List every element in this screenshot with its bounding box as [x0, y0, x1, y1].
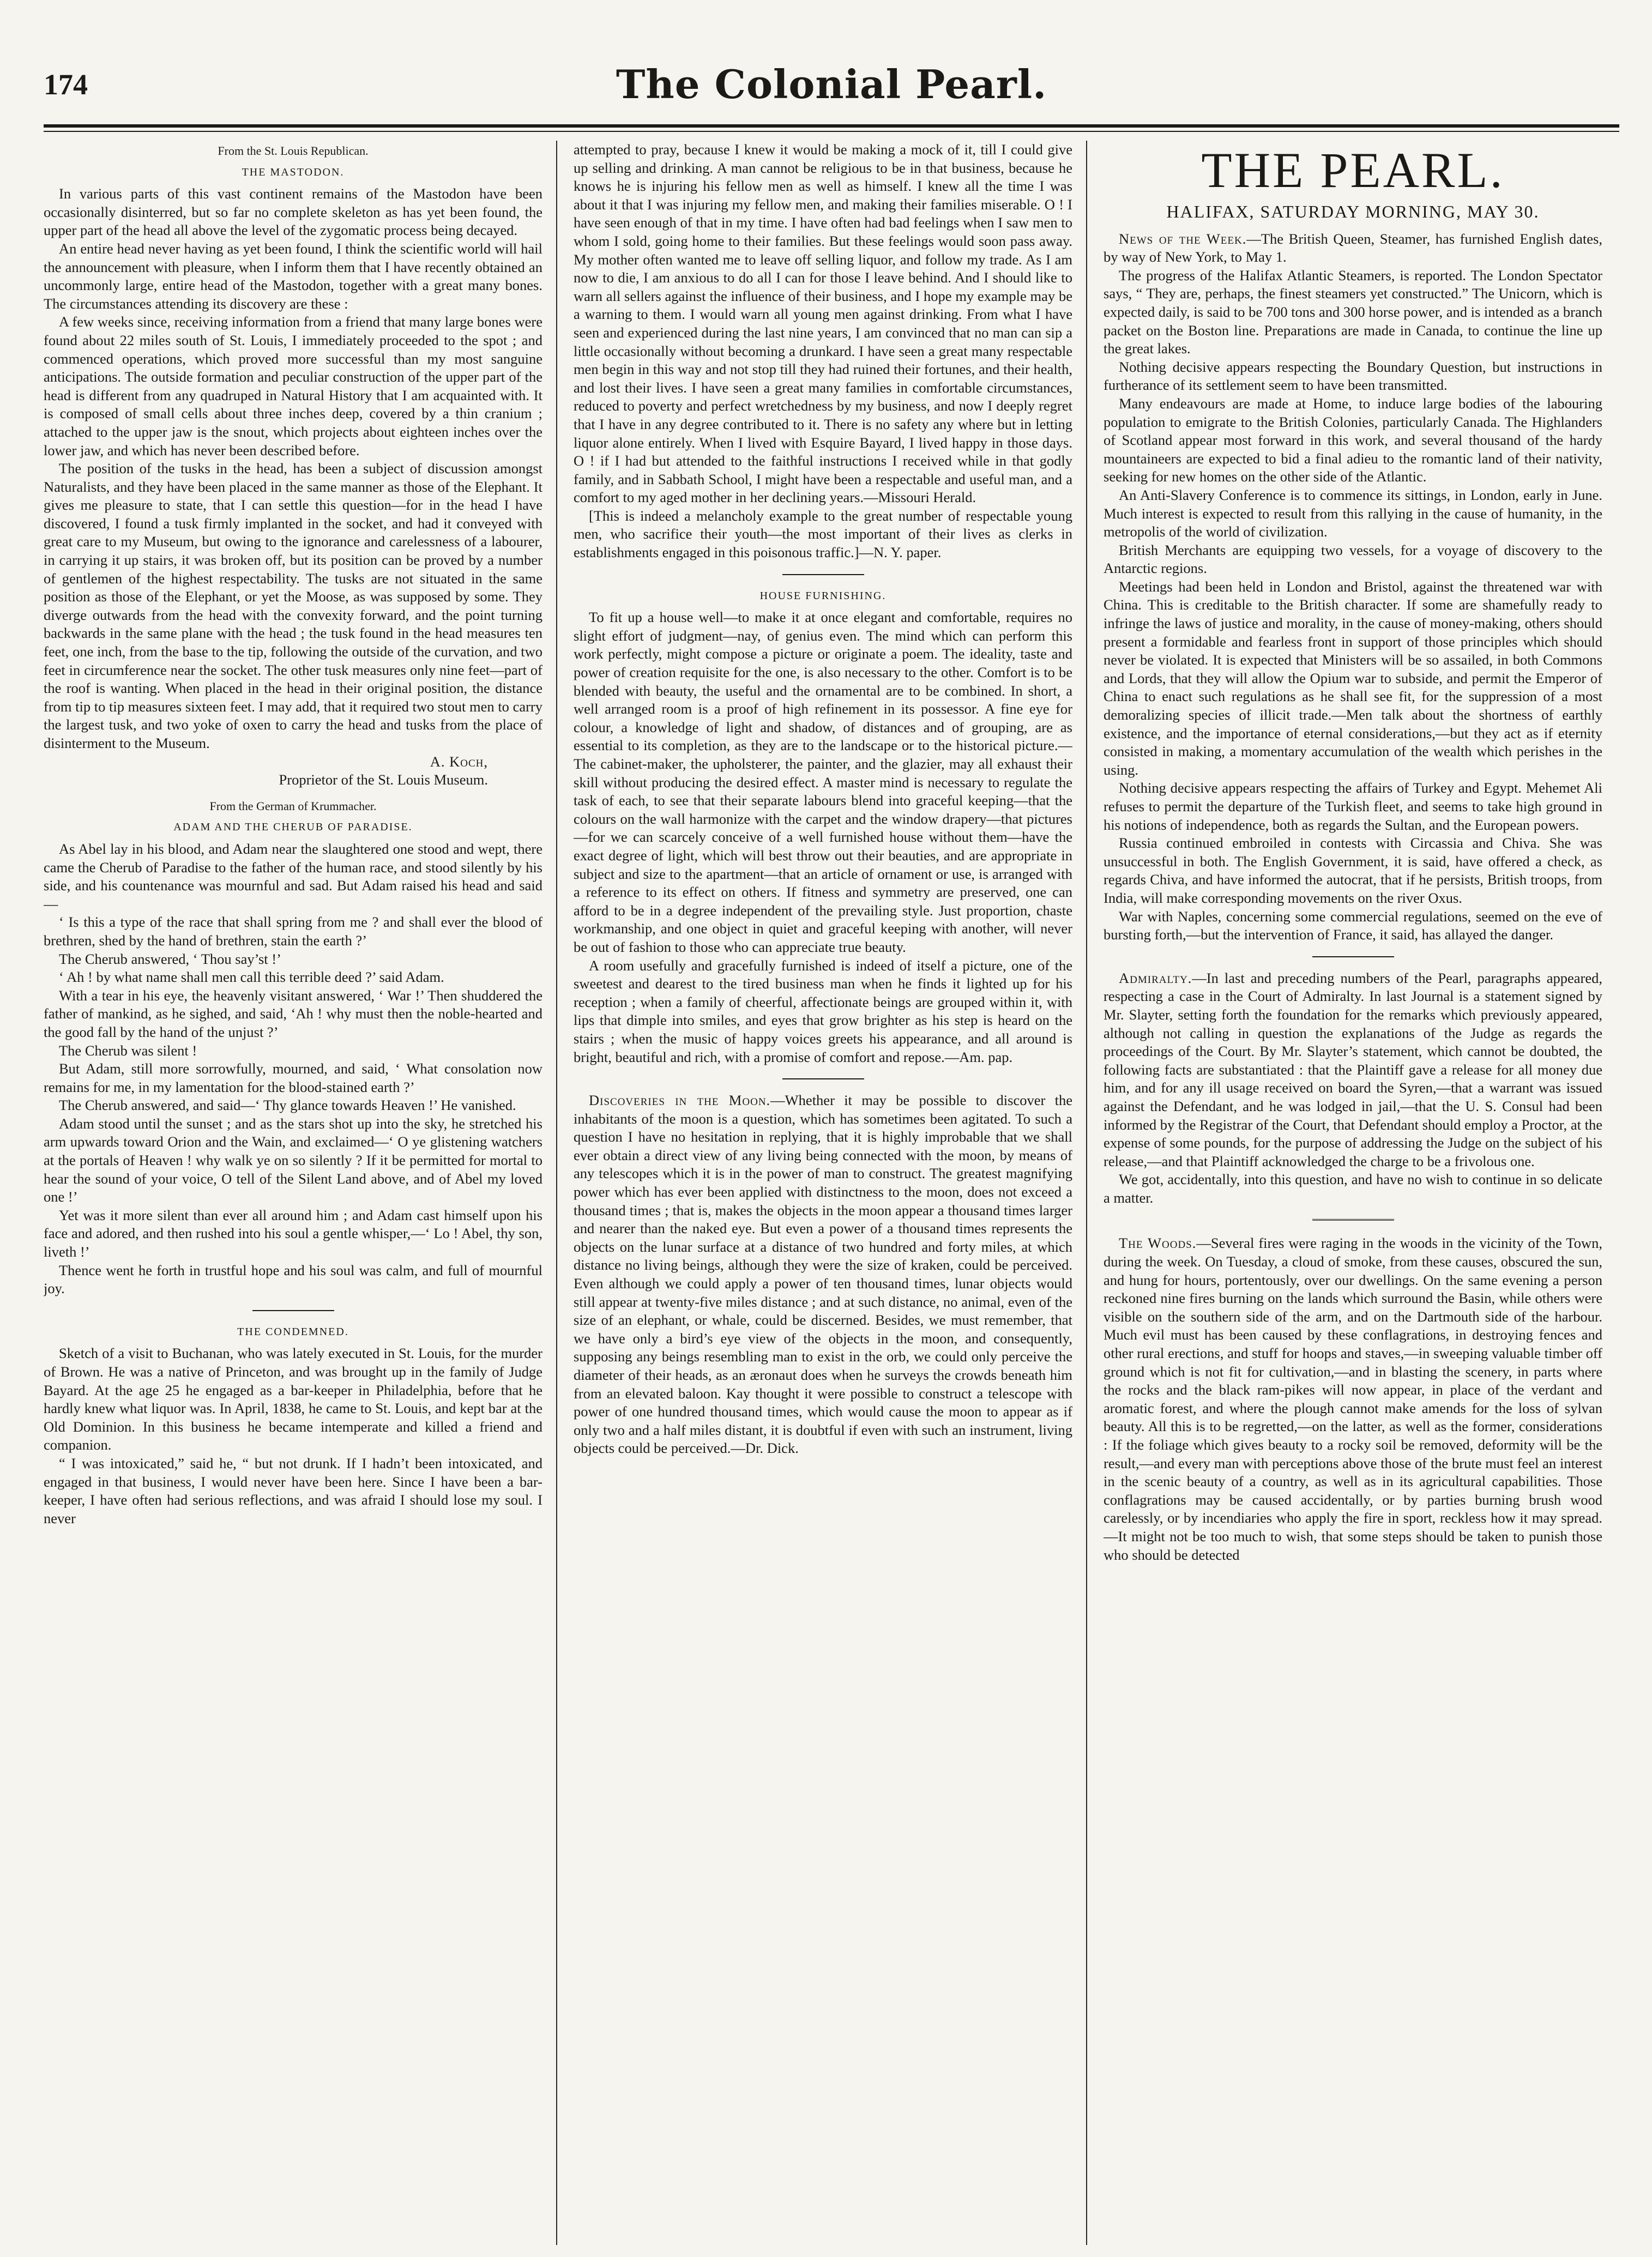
- paragraph: Admiralty.—In last and preceding numbers of the Pearl, paragraphs appeared, respecting a case in the Court of Admiralty. In last Journal is a statement signed by Mr. Slayter, setting forth the foundation for the remarks which previously appeared, although not calling in question the explanations of the Judge as regards the proceedings of the Court. By Mr. Slayter’s statement, which cannot be doubted, the following facts are substantiated : that the Plaintiff gave a release for all money due him, and for any ill usage received on board the Syren,—that a warrant was issued against the Defendant, and he was lodged in jail,—that the U. S. Consul had been informed by the Registrar of the Court, that Defendant should employ a Proctor, at the expense of some pounds, for the purpose of addressing the Judge on the subject of his release,—and that Plaintiff acknowledged the charge to be a frivolous one.: [1104, 969, 1602, 1169]
- paragraph: ‘ Is this a type of the race that shall spring from me ? and shall ever the blood of brethren, shed by the hand of brethren, stain the earth ?’: [44, 914, 542, 949]
- paragraph: The Cherub answered, ‘ Thou say’st !’: [59, 950, 281, 967]
- column-1: [44, 141, 542, 2245]
- paragraph: The position of the tusks in the head, has been a subject of discussion amongst Naturalists, and they have been placed in the same manner as those of the Elephant. It gives me pleasure to state, that I can settle this question—for in the head I have discovered, I found a tusk firmly implanted in the socket, and had it conveyed with great care to my Museum, but owing to the ignorance and carelessness of a labourer, in carrying it up stairs, it was broken off, but its position can be proved by a number of gentlemen of the highest respectability. The tusks are not situated in the same position as those of the Elephant, or yet the Moose, as was supposed by some. They diverge outwards from the head with the convexity forward, and the point turning backwards in the same plane with the head ; the tusk found in the head measures ten feet, one inch, from the base to the tip, following the outside of the curvation, and two feet in circumference near the socket. The other tusk measures only nine feet—part of the roof is wanting. When placed in the head in their original position, the distance from tip to tip measures sixteen feet. I may add, that it required two stout men to carry the largest tusk, and two yoke of oxen to carry the head and tusks from the place of disinterment to the Museum.: [44, 460, 542, 751]
- article-heading: THE MASTODON.: [242, 166, 345, 178]
- paragraph-lead: The Woods.: [1119, 1235, 1197, 1252]
- signature-name: A. Koch,: [430, 753, 488, 770]
- paragraph-lead: Discoveries in the Moon.: [589, 1092, 771, 1109]
- article-source: From the St. Louis Republican.: [218, 144, 369, 158]
- newspaper-title: The Colonial Pearl.: [616, 61, 1047, 107]
- paragraph: Sketch of a visit to Buchanan, who was lately executed in St. Louis, for the murder of Brown. He was a native of Princeton, and was brought up in the family of Judge Bayard. At the age 25 he engaged as a bar-keeper in Philadelphia, before that he hardly knew what liquor was. In April, 1838, he came to St. Louis, and kept bar at the Old Dominion. In this business he became intemperate and killed a friend and companion.: [44, 1345, 542, 1453]
- paragraph: But Adam, still more sorrowfully, mourned, and said, ‘ What consolation now remains for me, in my lamentation for the blood-stained earth ?’: [44, 1060, 542, 1095]
- paragraph-lead: Admiralty.: [1119, 969, 1192, 986]
- paragraph: “ I was intoxicated,” said he, “ but not drunk. If I hadn’t been intoxicated, and engaged in that business, I would never have been here. Since I have been a bar-keeper, I have often had serious reflections, and was afraid I should lose my soul. I never: [44, 1455, 542, 1526]
- paragraph: We got, accidentally, into this question, and have no wish to continue in so delicate a matter.: [1104, 1171, 1602, 1206]
- paragraph: An Anti-Slavery Conference is to commence its sittings, in London, early in June. Much interest is expected to result from this rallying in the cause of humanity, in the metropolis of the world of civilization.: [1104, 486, 1602, 540]
- signature-title: Proprietor of the St. Louis Museum.: [279, 771, 488, 788]
- paragraph: The Cherub answered, and said—‘ Thy glance towards Heaven !’ He vanished.: [59, 1097, 516, 1114]
- paragraph: The progress of the Halifax Atlantic Steamers, is reported. The London Spectator says, “ They are, perhaps, the finest steamers yet constructed.” The Unicorn, which is expected daily, is said to be 700 tons and 300 horse power, and is intended as a branch packet on the Boston line. Preparations are made in Canada, to continue the line up the great lakes.: [1104, 267, 1602, 357]
- paragraph: A room usefully and gracefully furnished is indeed of itself a picture, one of the sweetest and dearest to the tired business man when he finds it lighted up for his reception ; when a family of cheerful, affectionate beings are grouped within it, with lips that dimple into smiles, and eyes that grow brighter as his step is heard on the stairs ; when the music of happy voices greets his appearance, and all around is bright, beautiful and rich, with a promise of comfort and repose.—Am. pap.: [574, 957, 1072, 1065]
- page-number: 174: [44, 68, 88, 101]
- paragraph: News of the Week.—The British Queen, Steamer, has furnished English dates, by way of New York, to May 1.: [1104, 230, 1602, 265]
- paragraph: Many endeavours are made at Home, to induce large bodies of the labouring population to emigrate to the British Colonies, particularly Canada. The Highlanders of Scotland appear most forward in this work, and several thousand of the hardy mountaineers are expected to bid a final adieu to the romantic land of their nativity, seeking for new homes on the other side of the Atlantic.: [1104, 395, 1602, 485]
- paragraph: Discoveries in the Moon.—Whether it may be possible to discover the inhabitants of the moon is a question, which has sometimes been agitated. To such a question I have no hesitation in replying, that it is highly improbable that we shall ever obtain a direct view of any living being connected with the moon, by means of any telescopes which it is in the power of man to construct. The greatest magnifying power which has ever been applied with distinctness to the moon, does not exceed a thousand times ; that is, makes the objects in the moon appear a thousand times larger and nearer than the naked eye. But even a power of a thousand times represents the objects on the lunar surface at a distance of two hundred and forty miles, at which distance no living beings, although they were the size of kraken, could be perceived. Even although we could apply a power of ten thousand times, lunar objects would still appear at twenty-five miles distance ; and at such distance, no animal, even of the size of an elephant, or whale, could be discerned. Besides, we must remember, that we have only a bird’s eye view of the objects in the moon, and consequently, supposing any beings resembling man to exist in the orb, we could only perceive the diameter of their heads, as an æronaut does when he surveys the crowds beneath him from an elevated baloon. Kay thought it were possible to construct a telescope with power of one hundred thousand times, which would cause the moon to appear as if only two and a half miles distant, it is doubtful if even with such an instrument, living objects could be perceived.—Dr. Dick.: [574, 1092, 1072, 1457]
- article-heading: THE CONDEMNED.: [237, 1325, 349, 1338]
- paragraph: Meetings had been held in London and Bristol, against the threatened war with China. This is creditable to the British character. If some are shamefully ready to infringe the laws of justice and morality, in the cause of money-making, others should present a formidable and fearless front in support of those principles which should never be violated. It is expected that Ministers will be so assailed, in both Commons and Lords, that they will allow the Opium war to subside, and permit the Emperor of China to enact such regulations as he shall see fit, for the suppression of a most demoralizing species of illicit trade.—Men talk about the shortness of earthly existence, and the importance of eternal considerations,—but they act as if eternity consisted in making, a momentary accumulation of the wealth which perishes in the using.: [1104, 578, 1602, 778]
- paragraph: Adam stood until the sunset ; and as the stars shot up into the sky, he stretched his arm upwards toward Orion and the Wain, and exclaimed—‘ O ye glistening watchers at the portals of Heaven ! why walk ye on so silently ? If it be permitted for mortal to hear the sound of your voice, O tell of the Silent Land above, and of Abel my loved one !’: [44, 1115, 542, 1205]
- section-divider: [252, 1310, 334, 1311]
- paragraph: British Merchants are equipping two vessels, for a voyage of discovery to the Antarctic regions.: [1104, 541, 1602, 577]
- article-heading: ADAM AND THE CHERUB OF PARADISE.: [173, 821, 413, 834]
- column-3: [1104, 141, 1602, 2245]
- paragraph-lead: News of the Week.: [1119, 230, 1247, 247]
- paragraph: attempted to pray, because I knew it would be making a mock of it, till I could give up selling and drinking. A man cannot be religious to be in that business, because he knows he is injuring his fellow men as well as himself. I knew all the time I was about it that I was injuring my fellow men, and making their families miserable. O ! I have seen enough of that in my time. I have often had bad feelings when I saw men to whom I sold, going home to their families. But these feelings would soon pass away. My mother often wanted me to leave off selling liquor, and follow my trade. As I am now to die, I am anxious to do all I can for those I leave behind. And I should like to warn all sellers against the influence of their business, and I hope my example may be a warning to them. I would warn all young men against drinking. From what I have seen and experienced during the last nine years, I am convinced that no man can sip a little occasionally without becoming a drunkard. I have seen a great many respectable men begin in this way and not stop till they had ruined their fortunes, and their health, and lost their lives. I have seen a great many families in comfortable circumstances, reduced to poverty and perfect wretchedness by my business, and now I deeply regret that I have in any degree contributed to it. There is no safety any where but in letting liquor alone entirely. When I lived with Esquire Bayard, I lived happy in those days. O ! if I had but attended to the faithful instructions I received while in that godly family, and in Sabbath School, I might have been a respectable and useful man, and a comfort to my aged mother in her declining years.—Missouri Herald.: [574, 141, 1072, 506]
- paragraph: The Woods.—Several fires were raging in the woods in the vicinity of the Town, during the week. On Tuesday, a cloud of smoke, from these causes, obscured the sun, and hung for hours, portentously, over our dwellings. On the same evening a person reckoned nine fires burning on the lands which surround the Basin, while others were visible on the southern side of the arm, and on the Dartmouth side of the harbour. Much evil must has been caused by these conflagrations, in destroying fences and other rural erections, and stuff for hoops and staves,—in sweeping valuable timber off ground which is not fit for cultivation,—and in blasting the scenery, in parts where the rocks and the black ram-pikes will now appear, in place of the verdant and aromatic forest, and where the plough cannot make amends for the loss of sylvan beauty. All this is to be regretted,—on the latter, as well as the former, considerations : If the foliage which gives beauty to a rocky soil be removed, deformity will be the result,—and every man with perceptions above those of the brute must feel an interest in the scenic beauty of a country, as well as in its agricultural capabilities. Those conflagrations may be caused accidentally, or by parties burning brush wood carelessly, or by incendiaries who apply the fire in sport, reckless how it may spread.—It might not be too much to wish, that some steps should be taken to punish those who should be detected: [1104, 1235, 1602, 1563]
- section-divider: [1312, 1219, 1394, 1222]
- masthead-rule-thin: [44, 131, 1619, 132]
- column-rule: [1086, 141, 1087, 2245]
- masthead-rule-thick: [44, 124, 1619, 128]
- editorial-dateline: HALIFAX, SATURDAY MORNING, MAY 30.: [1166, 202, 1540, 221]
- paragraph: Thence went he forth in trustful hope and his soul was calm, and full of mournful joy.: [44, 1262, 542, 1297]
- section-divider: [782, 574, 864, 575]
- paragraph: As Abel lay in his blood, and Adam near the slaughtered one stood and wept, there came the Cherub of Paradise to the father of the human race, and stood silently by his side, and his countenance was mournful and sad. But Adam raised his head and said—: [44, 840, 542, 912]
- paragraph: War with Naples, concerning some commercial regulations, seemed on the eve of bursting forth,—but the intervention of France, it said, has allayed the danger.: [1104, 908, 1602, 943]
- paragraph: Yet was it more silent than ever all around him ; and Adam cast himself upon his face and adored, and then rushed into his soul a gentle whisper,—‘ Lo ! Abel, thy son, liveth !’: [44, 1206, 542, 1260]
- paragraph: ‘ Ah ! by what name shall men call this terrible deed ?’ said Adam.: [59, 969, 444, 986]
- section-divider: [1312, 956, 1394, 957]
- paragraph: With a tear in his eye, the heavenly visitant answered, ‘ War !’ Then shuddered the father of mankind, as he sighed, and said, ‘Ah ! why must then the noble-hearted and the good fall by the hand of the unjust ?’: [44, 987, 542, 1040]
- paragraph: Russia continued embroiled in contests with Circassia and Chiva. She was unsuccessful in both. The English Government, it is said, have offered a check, as regards Chiva, and have informed the autocrat, that if he persists, British troops, from India, will make corresponding movements on the river Oxus.: [1104, 835, 1602, 906]
- paragraph: [This is indeed a melancholy example to the great number of respectable young men, who sacrifice their youth—the most important of their lives as clerks in establishments engaged in this poisonous traffic.]—N. Y. paper.: [574, 507, 1072, 561]
- editorial-title: THE PEARL.: [1201, 142, 1505, 198]
- column-2: [574, 141, 1072, 2245]
- masthead: [44, 61, 1619, 126]
- article-source: From the German of Krummacher.: [209, 799, 377, 813]
- paragraph: In various parts of this vast continent remains of the Mastodon have been occasionally disinterred, but so far no complete skeleton as has yet been found, the upper part of the head all above the level of the zygomatic process being decayed.: [44, 185, 542, 239]
- paragraph: To fit up a house well—to make it at once elegant and comfortable, requires no slight effort of judgment—nay, of genius even. The mind which can perform this work perfectly, might compose a picture or originate a poem. The ideality, taste and power of creation requisite for the one, is also necessary to the other. Comfort is to be blended with beauty, the useful and the ornamental are to be combined. In short, a well arranged room is a proof of high refinement in its possessor. A fine eye for colour, a knowledge of light and shadow, of distances and of grouping, are as essential to its completion, as they are to the landscape or to the historical picture.—The cabinet-maker, the upholsterer, the painter, and the glazier, may all exhaust their skill without producing the desired effect. A master mind is necessary to regulate the task of each, to see that their separate labours blend into graceful keeping—that the colours on the wall harmonize with the carpet and the window drapery—that pictures—for we can scarcely conceive of a well furnished house without them—have the exact degree of light, which will best throw out their beauties, and are appropriate in subject and size to the apartment—that an article of ornament or use, is arranged with a reference to its effect on others. If fitness and symmetry are preserved, one can afford to be in a degree independent of the prevailing style. Just proportion, chaste workmanship, and one object in quiet and graceful keeping with another, will never be out of fashion to those who can appreciate true beauty.: [574, 609, 1072, 955]
- paragraph: Nothing decisive appears respecting the affairs of Turkey and Egypt. Mehemet Ali refuses to permit the departure of the Turkish fleet, and seems to take high ground in his notions of independence, both as regards the Sultan, and the European powers.: [1104, 780, 1602, 833]
- paragraph: Nothing decisive appears respecting the Boundary Question, but instructions in furtherance of its settlement seem to have been transmitted.: [1104, 358, 1602, 394]
- article-heading: HOUSE FURNISHING.: [759, 589, 887, 602]
- column-rule: [556, 141, 557, 2245]
- section-divider: [782, 1078, 864, 1079]
- paragraph: A few weeks since, receiving information from a friend that many large bones were found about 22 miles south of St. Louis, I immediately proceeded to the spot ; and commenced operations, which proved more successful than my most sanguine anticipations. The outside formation and peculiar construction of the upper part of the head is different from any quadruped in Natural History that I am acquainted with. It is composed of small cells about three inches deep, covered by a thin cranium ; attached to the upper jaw is the snout, which projects about eighteen inches over the lower jaw, and which has never been described before.: [44, 313, 542, 458]
- paragraph: An entire head never having as yet been found, I think the scientific world will hail the announcement with pleasure, when I inform them that I have recently obtained an uncommonly large, entire head of the Mastodon, together with a great many bones. The circumstances attending its discovery are these :: [44, 240, 542, 312]
- paragraph: The Cherub was silent !: [59, 1042, 197, 1059]
